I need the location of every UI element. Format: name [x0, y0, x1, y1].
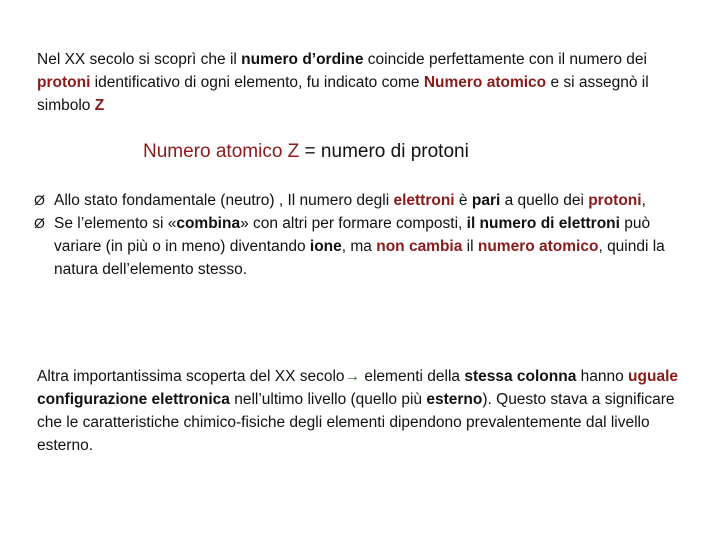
text-run: è	[454, 192, 472, 209]
arrow-bullet-icon: Ø	[34, 192, 45, 208]
discovery-paragraph	[37, 365, 702, 457]
formula-line	[143, 139, 469, 165]
bullet-list	[34, 189, 684, 281]
bold-term: configurazione elettronica	[37, 391, 230, 408]
bullet-item-neutral-state	[34, 189, 684, 212]
text-run: Se l’elemento si «	[54, 215, 177, 232]
formula-definition: = numero di protoni	[299, 141, 469, 162]
text-run: e si assegnò il simbolo	[37, 74, 649, 114]
highlighted-term: elettroni	[393, 192, 455, 209]
bold-term: esterno	[426, 391, 483, 408]
text-run: hanno	[576, 368, 629, 385]
text-run: » con altri per formare composti,	[240, 215, 467, 232]
text-run: a quello dei	[500, 192, 589, 209]
highlighted-term: numero atomico	[477, 238, 599, 255]
text-run: Allo stato fondamentale (neutro) , Il numero degli	[54, 192, 394, 209]
bold-term: numero d’ordine	[241, 51, 364, 68]
bold-term: pari	[471, 192, 501, 209]
text-run: ). Questo stava a significare che le caratteristiche chimico-fisiche degli elementi dipendono prevalentemente dal livello esterno.	[37, 391, 675, 454]
highlighted-term: protoni	[588, 192, 642, 209]
bullet-text	[54, 192, 646, 209]
highlighted-term: Z	[94, 97, 105, 114]
text-run: nell’ultimo livello (quello più	[229, 391, 427, 408]
formula-term: Numero atomico Z	[143, 141, 300, 162]
highlighted-term: non cambia	[376, 238, 463, 255]
highlighted-term: protoni	[37, 74, 91, 91]
bold-term: combina	[176, 215, 241, 232]
bullet-text	[54, 215, 665, 278]
text-run: , quindi la natura dell’elemento stesso.	[54, 238, 665, 278]
text-run: elementi della	[360, 368, 465, 385]
bold-term: ione	[309, 238, 342, 255]
arrow-bullet-icon: Ø	[34, 215, 45, 231]
text-run: può variare (in più o in meno) diventando	[54, 215, 651, 255]
text-run: Altra importantissima scoperta del XX secolo	[37, 368, 345, 385]
intro-paragraph	[37, 48, 687, 117]
text-run: il	[462, 238, 478, 255]
text-run: , ma	[341, 238, 377, 255]
bullet-item-ion	[34, 212, 684, 281]
text-run: coincide perfettamente con il numero dei	[363, 51, 647, 68]
right-arrow-icon: →	[344, 368, 361, 385]
bold-term: il numero di elettroni	[466, 215, 620, 232]
bold-term: stessa colonna	[464, 368, 577, 385]
highlighted-term: uguale	[628, 368, 678, 385]
highlighted-term: Numero atomico	[423, 74, 547, 91]
text-run: ,	[641, 192, 646, 209]
text-run: identificativo di ogni elemento, fu indicato come	[90, 74, 424, 91]
text-run: Nel XX secolo si scoprì che il	[37, 51, 242, 68]
